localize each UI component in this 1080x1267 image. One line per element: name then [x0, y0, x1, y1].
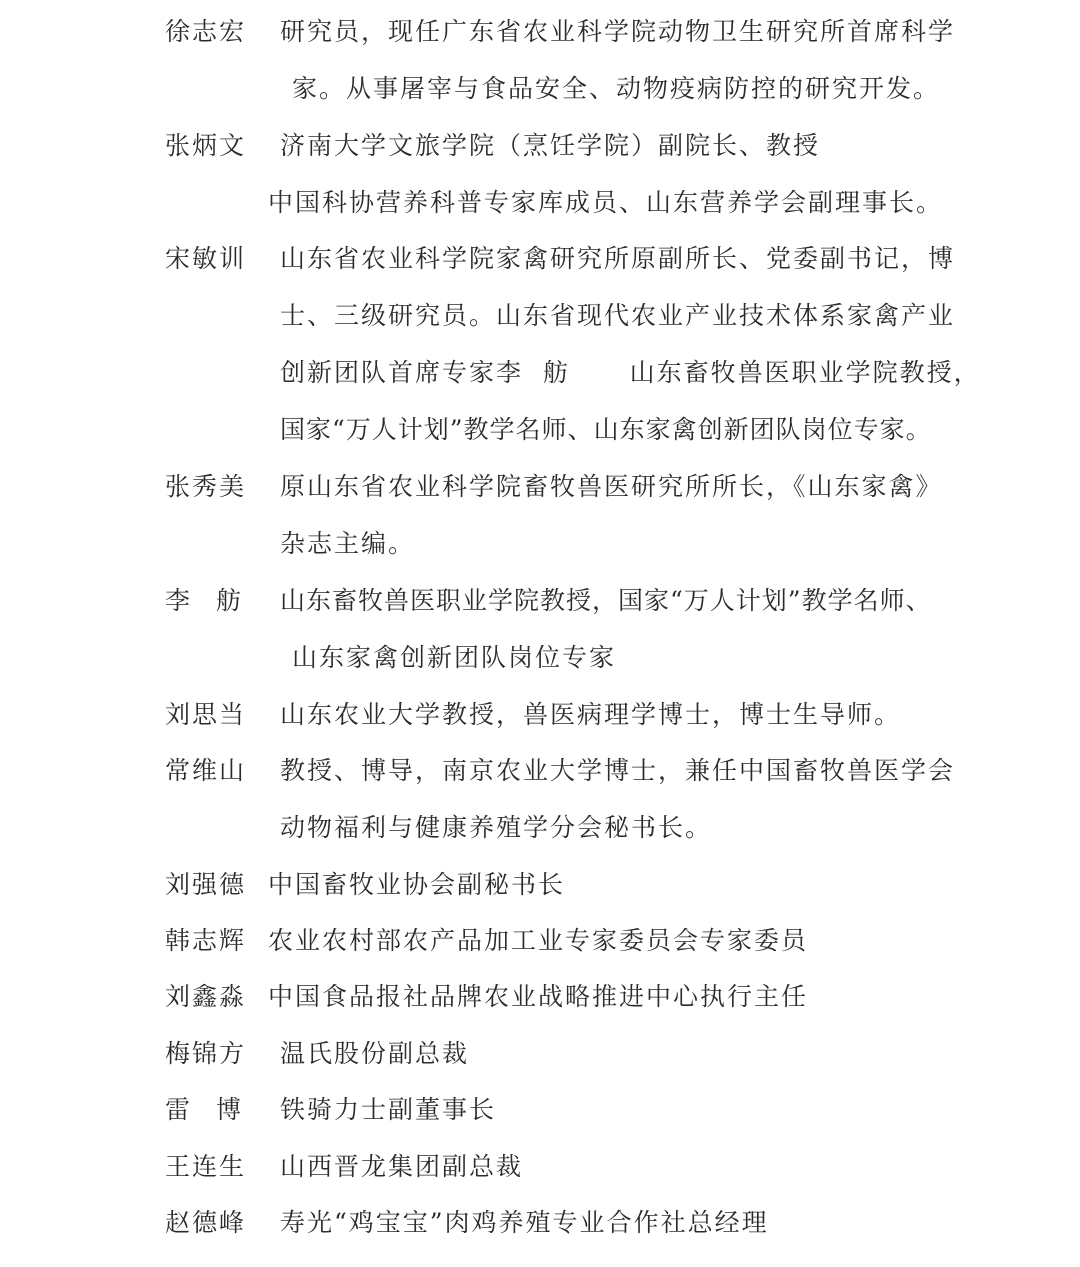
name-char: 李: [165, 586, 191, 615]
person-description: 中国食品报社品牌农业战略推进中心执行主任: [268, 982, 809, 1011]
person-name: 张秀美: [165, 472, 247, 501]
person-description: 济南大学文旅学院（烹饪学院）副院长、教授: [280, 131, 821, 160]
name-char: 博: [216, 1095, 242, 1124]
person-name: [165, 584, 241, 618]
person-description: 动物福利与健康养殖学分会秘书长。: [280, 813, 713, 842]
person-description: 寿光“鸡宝宝”肉鸡养殖专业合作社总经理: [280, 1208, 769, 1237]
person-name: 刘鑫淼: [165, 982, 247, 1011]
person-name: 刘强德: [165, 870, 247, 899]
person-description: 山东畜牧兽医职业学院教授，国家“万人计划”教学名师、: [280, 586, 932, 615]
person-description: 山东家禽创新团队岗位专家: [292, 643, 617, 672]
person-description: 研究员，现任广东省农业科学院动物卫生研究所首席科学: [280, 17, 956, 46]
person-description: 山东省农业科学院家禽研究所原副所长、党委副书记，博: [280, 244, 956, 273]
person-name: 宋敏训: [165, 244, 247, 273]
person-description: 铁骑力士副董事长: [280, 1095, 497, 1124]
person-description: 创新团队首席专家李 舫 山东畜牧兽医职业学院教授，: [280, 358, 981, 387]
person-name: 梅锦方: [165, 1039, 247, 1068]
person-description: 中国科协营养科普专家库成员、山东营养学会副理事长。: [268, 188, 944, 217]
person-description: 中国畜牧业协会副秘书长: [268, 870, 566, 899]
person-name: 张炳文: [165, 131, 247, 160]
person-description: 山西晋龙集团副总裁: [280, 1152, 524, 1181]
name-char: 舫: [216, 586, 242, 615]
person-name: 王连生: [165, 1152, 247, 1181]
name-char: 雷: [165, 1095, 191, 1124]
person-description: 士、三级研究员。山东省现代农业产业技术体系家禽产业: [280, 301, 956, 330]
person-description: 山东农业大学教授，兽医病理学博士，博士生导师。: [280, 700, 902, 729]
person-description: 原山东省农业科学院畜牧兽医研究所所长，《山东家禽》: [280, 472, 943, 501]
person-name: [165, 1093, 241, 1127]
person-description: 教授、博导，南京农业大学博士，兼任中国畜牧兽医学会: [280, 756, 956, 785]
person-description: 农业农村部农产品加工业专家委员会专家委员: [268, 926, 809, 955]
person-name: 徐志宏: [165, 17, 247, 46]
person-description: 家。从事屠宰与食品安全、动物疫病防控的研究开发。: [292, 74, 941, 103]
person-name: 刘思当: [165, 700, 247, 729]
person-name: 常维山: [165, 756, 247, 785]
person-description: 杂志主编。: [280, 529, 416, 558]
person-name: 韩志辉: [165, 926, 247, 955]
person-name: 赵德峰: [165, 1208, 247, 1237]
person-description: 国家“万人计划”教学名师、山东家禽创新团队岗位专家。: [280, 415, 932, 444]
person-description: 温氏股份副总裁: [280, 1039, 470, 1068]
